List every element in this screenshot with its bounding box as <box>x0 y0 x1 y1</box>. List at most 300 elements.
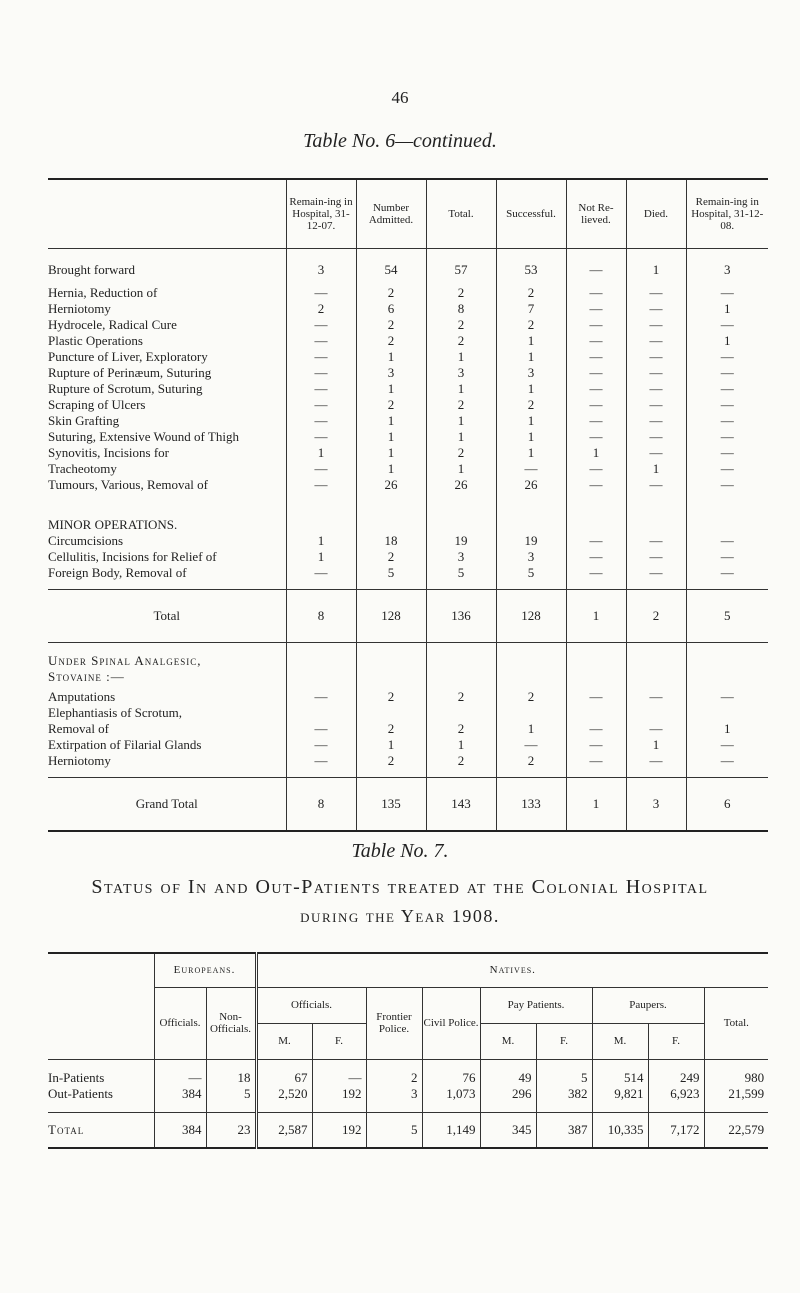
spacer-cell <box>154 1102 206 1113</box>
spacer-row <box>48 643 768 654</box>
cell-value: 3 <box>356 365 426 381</box>
cell-value: 1 <box>566 778 626 832</box>
table-row <box>48 689 768 705</box>
cell-value: — <box>626 397 686 413</box>
table7-title-line2: during the Year 1908. <box>300 906 500 926</box>
cell-value: 2 <box>356 317 426 333</box>
cell-value: 1 <box>286 533 356 549</box>
table-row <box>48 365 768 381</box>
cell-value: 2 <box>496 317 566 333</box>
table-row <box>48 445 768 461</box>
cell-value: — <box>286 413 356 429</box>
cell-value: — <box>686 381 768 397</box>
spacer-cell <box>256 1059 312 1070</box>
cell-value: — <box>626 285 686 301</box>
cell-value <box>286 705 356 721</box>
spacer-cell <box>356 493 426 517</box>
cell-value: 19 <box>426 533 496 549</box>
cell-value: 1 <box>496 349 566 365</box>
grand-total-row <box>48 778 768 832</box>
empty-cell <box>496 653 566 669</box>
spacer-cell <box>48 1102 154 1113</box>
cell-value: 3 <box>286 255 356 285</box>
table-row <box>48 333 768 349</box>
empty-cell <box>286 517 356 533</box>
row-label: Brought forward <box>48 262 136 277</box>
empty-cell <box>566 517 626 533</box>
cell-value: 1 <box>496 721 566 737</box>
cell-value: — <box>496 737 566 753</box>
spacer-cell <box>704 1059 768 1070</box>
cell-value: — <box>626 365 686 381</box>
table-row <box>48 285 768 301</box>
cell-value: 2 <box>426 721 496 737</box>
spacer-cell <box>48 643 286 654</box>
cell-value: 2 <box>426 317 496 333</box>
cell-value: 514 <box>592 1070 648 1086</box>
header-pau-f: F. <box>648 1023 704 1059</box>
empty-cell <box>626 517 686 533</box>
minor-heading-row <box>48 517 768 533</box>
cell-value: — <box>626 333 686 349</box>
cell-value: 1 <box>496 445 566 461</box>
row-label: Total <box>48 590 286 643</box>
cell-value: 23 <box>206 1112 256 1148</box>
section-heading: Under Spinal Analgesic, <box>48 653 202 668</box>
table-row <box>48 1086 768 1102</box>
cell-value: 128 <box>356 590 426 643</box>
cell-value: 384 <box>154 1112 206 1148</box>
header-not-relieved: Not Re-lieved. <box>566 179 626 249</box>
cell-value: — <box>626 721 686 737</box>
header-civil-police: Civil Police. <box>422 987 480 1059</box>
header-off-m: M. <box>256 1023 312 1059</box>
cell-value: 49 <box>480 1070 536 1086</box>
cell-value: — <box>286 753 356 769</box>
spacer-cell <box>256 1102 312 1113</box>
spacer-cell <box>426 769 496 778</box>
cell-value: 6,923 <box>648 1086 704 1102</box>
spacer-cell <box>592 1102 648 1113</box>
spacer-cell <box>426 581 496 590</box>
cell-value: 128 <box>496 590 566 643</box>
row-label: Rupture of Scrotum, Suturing <box>48 381 203 396</box>
row-label: Tracheotomy <box>48 461 117 476</box>
header-pay-f: F. <box>536 1023 592 1059</box>
table-row <box>48 397 768 413</box>
empty-cell <box>686 669 768 685</box>
table7-title-line1: Status of In and Out-Patients treated at the Colonial Hospital <box>91 876 709 898</box>
spacer-cell <box>312 1059 366 1070</box>
spacer-cell <box>422 1059 480 1070</box>
cell-value: — <box>686 285 768 301</box>
header-pay-m: M. <box>480 1023 536 1059</box>
empty-cell <box>566 653 626 669</box>
cell-value: — <box>566 397 626 413</box>
table-row <box>48 349 768 365</box>
cell-value: 2,587 <box>256 1112 312 1148</box>
cell-value: — <box>286 365 356 381</box>
row-label: Foreign Body, Removal of <box>48 565 187 580</box>
cell-value: 2 <box>426 397 496 413</box>
cell-value: — <box>566 317 626 333</box>
cell-value: 67 <box>256 1070 312 1086</box>
header-europeans: Europeans. <box>154 953 256 987</box>
spacer-cell <box>356 581 426 590</box>
cell-value: 18 <box>356 533 426 549</box>
table6-header-label <box>48 179 286 249</box>
cell-value: 2 <box>356 285 426 301</box>
table7-group-row <box>48 953 768 987</box>
cell-value: 1 <box>566 445 626 461</box>
cell-value: — <box>566 549 626 565</box>
cell-value: 296 <box>480 1086 536 1102</box>
spacer-cell <box>426 643 496 654</box>
total-row <box>48 1112 768 1148</box>
cell-value: 2 <box>626 590 686 643</box>
cell-value: — <box>626 477 686 493</box>
spacer-row <box>48 493 768 517</box>
cell-value: 57 <box>426 255 496 285</box>
table-row <box>48 413 768 429</box>
cell-value: — <box>286 565 356 581</box>
table7-caption: Table No. 7. <box>351 840 449 862</box>
spacer-cell <box>286 581 356 590</box>
cell-value: — <box>686 533 768 549</box>
table-row <box>48 461 768 477</box>
header-pay-patients: Pay Patients. <box>480 987 592 1023</box>
empty-cell <box>686 517 768 533</box>
spacer-cell <box>426 493 496 517</box>
table-row <box>48 1070 768 1086</box>
spacer-cell <box>626 581 686 590</box>
row-label: Plastic Operations <box>48 333 143 348</box>
cell-value: 133 <box>496 778 566 832</box>
cell-value: 2 <box>366 1070 422 1086</box>
cell-value: 5 <box>366 1112 422 1148</box>
spacer-cell <box>626 769 686 778</box>
cell-value: 26 <box>356 477 426 493</box>
cell-value: — <box>154 1070 206 1086</box>
cell-value: 1 <box>626 737 686 753</box>
empty-cell <box>286 669 356 685</box>
cell-value: 8 <box>286 778 356 832</box>
header-eu-non-officials: Non-Officials. <box>206 987 256 1059</box>
row-label: Herniotomy <box>48 753 111 768</box>
cell-value: 1 <box>426 349 496 365</box>
row-label: Cellulitis, Incisions for Relief of <box>48 549 217 564</box>
cell-value <box>566 705 626 721</box>
header-eu-officials: Officials. <box>154 987 206 1059</box>
spacer-cell <box>566 643 626 654</box>
cell-value: 2 <box>496 285 566 301</box>
cell-value: 1,149 <box>422 1112 480 1148</box>
cell-value: — <box>686 737 768 753</box>
cell-value: 2 <box>426 285 496 301</box>
row-label: Amputations <box>48 689 116 704</box>
table-row <box>48 477 768 493</box>
cell-value: 1 <box>356 461 426 477</box>
cell-value: — <box>686 689 768 705</box>
header-died: Died. <box>626 179 686 249</box>
cell-value: — <box>286 317 356 333</box>
cell-value: 1 <box>496 413 566 429</box>
cell-value <box>426 705 496 721</box>
cell-value: — <box>286 689 356 705</box>
empty-cell <box>686 653 768 669</box>
cell-value: 5 <box>536 1070 592 1086</box>
cell-value: — <box>566 429 626 445</box>
cell-value: — <box>566 381 626 397</box>
cell-value: — <box>286 333 356 349</box>
table6-caption: Table No. 6—continued. <box>303 130 497 152</box>
spacer-cell <box>480 1102 536 1113</box>
cell-value: 2 <box>356 397 426 413</box>
cell-value: 5 <box>356 565 426 581</box>
cell-value: 3 <box>686 255 768 285</box>
cell-value: 980 <box>704 1070 768 1086</box>
table6-body <box>48 249 768 832</box>
cell-value: 2,520 <box>256 1086 312 1102</box>
cell-value: 382 <box>536 1086 592 1102</box>
row-label: Hernia, Reduction of <box>48 285 158 300</box>
cell-value: — <box>686 397 768 413</box>
page-number: 46 <box>391 88 409 107</box>
cell-value: 26 <box>496 477 566 493</box>
cell-value: — <box>286 721 356 737</box>
empty-cell <box>356 669 426 685</box>
table7-body <box>48 1059 768 1148</box>
cell-value: 2 <box>356 753 426 769</box>
section-heading: MINOR OPERATIONS. <box>48 517 178 532</box>
spacer-row <box>48 1102 768 1113</box>
spacer-cell <box>592 1059 648 1070</box>
cell-value: 54 <box>356 255 426 285</box>
cell-value: 5 <box>496 565 566 581</box>
row-label: Extirpation of Filarial Glands <box>48 737 202 752</box>
table-row <box>48 429 768 445</box>
cell-value: — <box>626 349 686 365</box>
cell-value: 1 <box>626 461 686 477</box>
cell-value: — <box>566 349 626 365</box>
cell-value: 7,172 <box>648 1112 704 1148</box>
spacer-cell <box>536 1102 592 1113</box>
spacer-cell <box>648 1102 704 1113</box>
spacer-cell <box>422 1102 480 1113</box>
cell-value: 2 <box>496 397 566 413</box>
cell-value: 2 <box>286 301 356 317</box>
cell-value: — <box>686 317 768 333</box>
cell-value: 21,599 <box>704 1086 768 1102</box>
spacer-cell <box>286 643 356 654</box>
spacer-cell <box>566 581 626 590</box>
cell-value: 5 <box>686 590 768 643</box>
cell-value: 143 <box>426 778 496 832</box>
header-remaining-08: Remain-ing in Hospital, 31-12-08. <box>686 179 768 249</box>
cell-value: — <box>686 477 768 493</box>
row-label: Elephantiasis of Scrotum, <box>48 705 182 720</box>
cell-value: 192 <box>312 1086 366 1102</box>
cell-value: 53 <box>496 255 566 285</box>
table-row <box>48 301 768 317</box>
cell-value: 1 <box>356 737 426 753</box>
spacer-cell <box>496 581 566 590</box>
row-label: Scraping of Ulcers <box>48 397 146 412</box>
spacer-cell <box>686 581 768 590</box>
cell-value: — <box>496 461 566 477</box>
cell-value: 1 <box>566 590 626 643</box>
cell-value: 3 <box>496 365 566 381</box>
cell-value: 1 <box>686 301 768 317</box>
spacer-cell <box>154 1059 206 1070</box>
spacer-cell <box>648 1059 704 1070</box>
row-label: Suturing, Extensive Wound of Thigh <box>48 429 239 444</box>
cell-value: — <box>566 255 626 285</box>
cell-value: — <box>286 397 356 413</box>
spacer-cell <box>48 581 286 590</box>
empty-cell <box>496 669 566 685</box>
cell-value: 2 <box>356 689 426 705</box>
row-label: Puncture of Liver, Exploratory <box>48 349 208 364</box>
spacer-cell <box>626 643 686 654</box>
spacer-row <box>48 581 768 590</box>
cell-value: 3 <box>626 778 686 832</box>
table-row <box>48 753 768 769</box>
cell-value: 1 <box>356 381 426 397</box>
table-row <box>48 737 768 753</box>
cell-value: — <box>686 565 768 581</box>
cell-value: — <box>626 413 686 429</box>
spacer-row <box>48 769 768 778</box>
table7-corner-2 <box>48 987 154 1023</box>
empty-cell <box>356 653 426 669</box>
cell-value: — <box>286 737 356 753</box>
cell-value: 76 <box>422 1070 480 1086</box>
cell-value: 1 <box>426 737 496 753</box>
row-label: Out-Patients <box>48 1085 113 1101</box>
brought-forward-row <box>48 255 768 285</box>
spacer-cell <box>312 1102 366 1113</box>
cell-value: 7 <box>496 301 566 317</box>
cell-value: 1 <box>286 549 356 565</box>
cell-value <box>626 705 686 721</box>
cell-value: 2 <box>426 333 496 349</box>
cell-value: — <box>286 461 356 477</box>
cell-value <box>356 705 426 721</box>
table-row <box>48 317 768 333</box>
cell-value: — <box>566 365 626 381</box>
row-label: Synovitis, Incisions for <box>48 445 169 460</box>
header-admitted: Number Admitted. <box>356 179 426 249</box>
cell-value: 2 <box>496 689 566 705</box>
header-frontier-police: Frontier Police. <box>366 987 422 1059</box>
cell-value: — <box>566 461 626 477</box>
cell-value: — <box>626 381 686 397</box>
cell-value: — <box>686 445 768 461</box>
header-pau-m: M. <box>592 1023 648 1059</box>
spacer-cell <box>480 1059 536 1070</box>
row-label: Circumcisions <box>48 533 124 548</box>
cell-value <box>686 705 768 721</box>
cell-value: 135 <box>356 778 426 832</box>
cell-value: — <box>566 333 626 349</box>
cell-value: — <box>312 1070 366 1086</box>
spinal-heading-row-2 <box>48 669 768 685</box>
cell-value: 6 <box>356 301 426 317</box>
spacer-cell <box>496 769 566 778</box>
table-row <box>48 565 768 581</box>
cell-value: — <box>566 285 626 301</box>
cell-value: 1 <box>496 381 566 397</box>
spacer-cell <box>686 493 768 517</box>
spacer-cell <box>48 769 286 778</box>
spacer-cell <box>286 769 356 778</box>
cell-value <box>496 705 566 721</box>
cell-value: — <box>286 285 356 301</box>
cell-value: — <box>566 737 626 753</box>
header-paupers: Paupers. <box>592 987 704 1023</box>
spacer-cell <box>206 1059 256 1070</box>
table-row <box>48 381 768 397</box>
cell-value: — <box>566 477 626 493</box>
row-label: Skin Grafting <box>48 413 120 428</box>
cell-value: 136 <box>426 590 496 643</box>
table-row <box>48 721 768 737</box>
cell-value: 26 <box>426 477 496 493</box>
cell-value: — <box>566 689 626 705</box>
cell-value: 1 <box>426 413 496 429</box>
cell-value: 9,821 <box>592 1086 648 1102</box>
empty-cell <box>426 653 496 669</box>
cell-value: — <box>686 461 768 477</box>
cell-value: — <box>566 721 626 737</box>
row-label: Total <box>48 1112 154 1148</box>
cell-value: 1 <box>626 255 686 285</box>
cell-value: 5 <box>206 1086 256 1102</box>
cell-value: 2 <box>426 753 496 769</box>
table-row <box>48 533 768 549</box>
empty-cell <box>426 669 496 685</box>
empty-cell <box>426 517 496 533</box>
spacer-row <box>48 1059 768 1070</box>
cell-value: — <box>686 549 768 565</box>
table6 <box>48 178 768 832</box>
spacer-cell <box>704 1102 768 1113</box>
cell-value: — <box>686 365 768 381</box>
header-remaining-07: Remain-ing in Hospital, 31-12-07. <box>286 179 356 249</box>
cell-value: — <box>286 477 356 493</box>
cell-value: — <box>686 429 768 445</box>
row-label: In-Patients <box>48 1069 105 1085</box>
cell-value: 1 <box>426 429 496 445</box>
row-label: Tumours, Various, Removal of <box>48 477 208 492</box>
cell-value: 384 <box>154 1086 206 1102</box>
cell-value: — <box>626 445 686 461</box>
cell-value: 2 <box>356 549 426 565</box>
spacer-cell <box>686 643 768 654</box>
cell-value: 18 <box>206 1070 256 1086</box>
spacer-cell <box>566 493 626 517</box>
cell-value: 2 <box>356 721 426 737</box>
cell-value: — <box>626 689 686 705</box>
cell-value: — <box>626 533 686 549</box>
table6-header-row <box>48 179 768 249</box>
spacer-cell <box>356 769 426 778</box>
cell-value: — <box>566 533 626 549</box>
cell-value: — <box>626 317 686 333</box>
spinal-heading-row <box>48 653 768 669</box>
cell-value: 387 <box>536 1112 592 1148</box>
